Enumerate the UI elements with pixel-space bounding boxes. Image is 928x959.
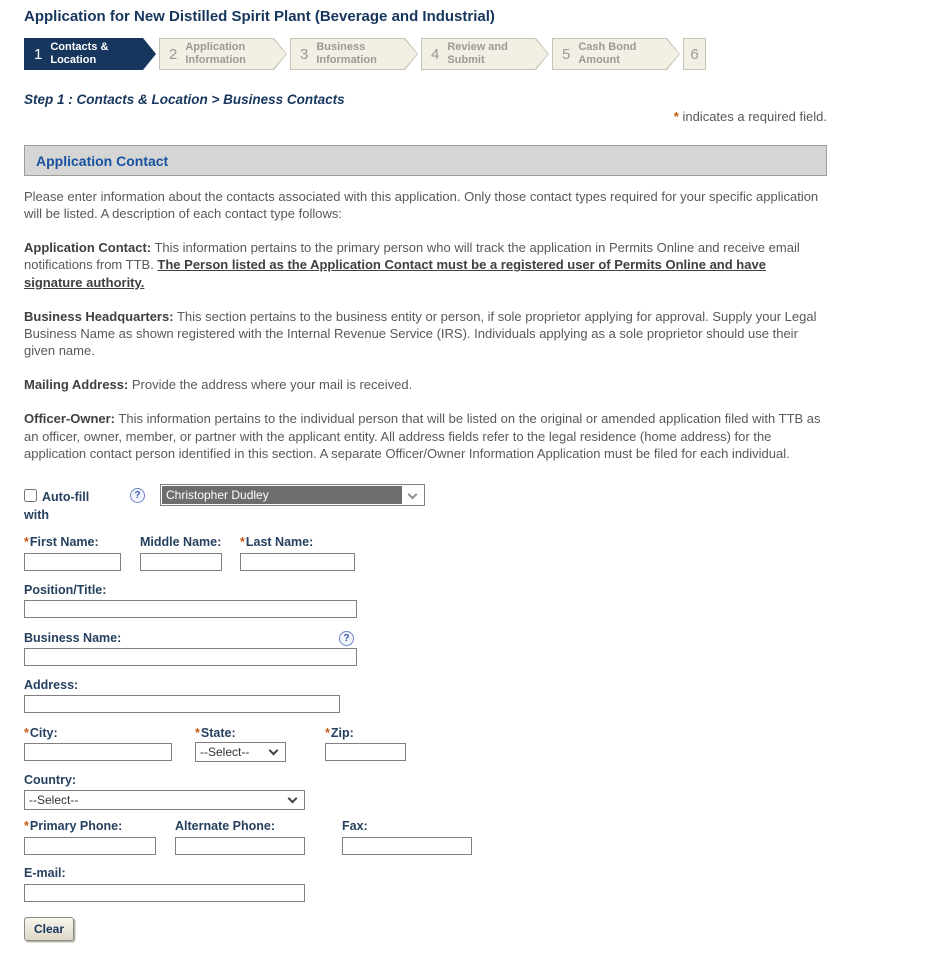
step-label: Cash Bond Amount [578,41,637,66]
state-select[interactable] [195,742,286,762]
application-contact-text: This information pertains to the primary person who will track the application in Permits Online and receive email notifications from TTB. [24,240,800,273]
address-input[interactable] [24,695,340,713]
clear-button[interactable]: Clear [24,917,74,941]
city-input[interactable] [24,743,172,761]
required-field-note [674,109,827,124]
alternate-phone-input[interactable] [175,837,305,855]
email-input[interactable] [24,884,305,902]
intro-paragraph [24,188,827,222]
required-asterisk: * [24,726,29,740]
autofill-label-line2: with [24,508,49,522]
city-label: *City: [24,726,58,740]
officer-owner-lead: Officer-Owner: [24,411,116,427]
wizard-steps [24,38,706,70]
autofill-contact-select[interactable] [160,484,425,506]
intro-p1: Please enter information about the contacts associated with this application. Only those contact types required for your specific application will be listed. A description of each contact type follows: [24,189,819,222]
step-number: 4 [431,45,440,63]
first-name-input[interactable] [24,553,121,571]
autofill-label-line1: Auto-fill [42,490,90,504]
step-number: 3 [300,45,309,63]
zip-input[interactable] [325,743,406,761]
required-asterisk: * [195,726,200,740]
intro-paragraph [24,308,827,359]
country-label: Country: [24,773,77,787]
primary-phone-label: *Primary Phone: [24,819,123,833]
business-headquarters-text: This section pertains to the business entity or person, if sole proprietor applying for approval. Supply your Legal Business Name as shown registered with the Internal Revenue Service (IRS). Individuals applying as a sole proprietor should use their given name. [24,308,817,359]
step-label: Contacts & Location [50,41,109,66]
intro-paragraph [24,239,827,290]
required-asterisk: * [673,109,679,124]
required-asterisk: * [325,726,330,740]
zip-label: *Zip: [325,726,354,740]
fax-input[interactable] [342,837,472,855]
application-contact-emphasis: The Person listed as the Application Contact must be a registered user of Permits Online and have signature authority. [24,257,766,290]
step-number: 5 [562,45,571,63]
wizard-step-contacts-location[interactable] [24,38,156,70]
autofill-selected-value: Christopher Dudley [166,488,269,502]
address-label: Address: [24,678,79,692]
wizard-step-review-submit[interactable] [421,38,549,70]
email-label: E-mail: [24,866,66,880]
step-number: 1 [34,45,43,63]
business-name-help-icon[interactable]: ? [339,631,354,646]
chevron-down-icon [269,746,279,756]
position-title-input[interactable] [24,600,357,618]
application-contact-lead: Application Contact: [24,240,152,256]
breadcrumb: Step 1 : Contacts & Location > Business Contacts [24,92,345,107]
step-label: Application Information [185,41,246,66]
officer-owner-text: This information pertains to the individual person that will be listed on the original or amended application filed with TTB as an officer, owner, member, or partner with the applicant entity. All address fields refer to the legal residence (home address) for the application contact person identified in this section. A separate Officer/Owner Information Application must be filed for each individual. [24,411,821,461]
step-number: 2 [169,45,178,63]
business-headquarters-lead: Business Headquarters: [24,308,174,324]
required-asterisk: * [240,535,245,549]
first-name-label: *First Name: [24,535,99,549]
autofill-label [24,488,102,522]
business-name-label: Business Name: [24,631,122,645]
country-select-value: --Select-- [29,793,79,807]
wizard-step-business-information[interactable] [290,38,418,70]
application-contact-form [0,480,928,959]
required-asterisk: * [24,535,29,549]
state-select-value: --Select-- [200,745,250,759]
last-name-input[interactable] [240,553,355,571]
section-title: Application Contact [36,152,169,169]
fax-label: Fax: [342,819,368,833]
step-label: Business Information [316,41,377,66]
step-label: Review and Submit [447,41,508,66]
wizard-step-6[interactable] [683,38,706,70]
step-number: 6 [690,45,699,63]
chevron-down-icon [288,794,298,804]
page-title: Application for New Distilled Spirit Plant (Beverage and Industrial) [24,8,495,25]
alternate-phone-label: Alternate Phone: [175,819,276,833]
state-label: *State: [195,726,236,740]
wizard-step-cash-bond-amount[interactable] [552,38,680,70]
autofill-help-icon[interactable]: ? [130,488,145,503]
wizard-step-application-information[interactable] [159,38,287,70]
last-name-label: *Last Name: [240,535,314,549]
required-asterisk: * [24,819,29,833]
autofill-selected-highlight [162,486,402,504]
middle-name-input[interactable] [140,553,222,571]
middle-name-label: Middle Name: [140,535,222,549]
country-select[interactable] [24,790,305,810]
intro-paragraph [24,410,827,461]
required-note-text: indicates a required field. [678,109,827,124]
intro-paragraph [24,376,827,393]
primary-phone-input[interactable] [24,837,156,855]
position-title-label: Position/Title: [24,583,107,597]
intro-text [24,188,827,479]
section-header-application-contact [24,145,827,176]
business-name-input[interactable] [24,648,357,666]
mailing-address-lead: Mailing Address: [24,377,129,393]
autofill-checkbox[interactable] [24,489,37,502]
chevron-down-icon [408,490,418,500]
mailing-address-text: Provide the address where your mail is received. [128,377,413,393]
